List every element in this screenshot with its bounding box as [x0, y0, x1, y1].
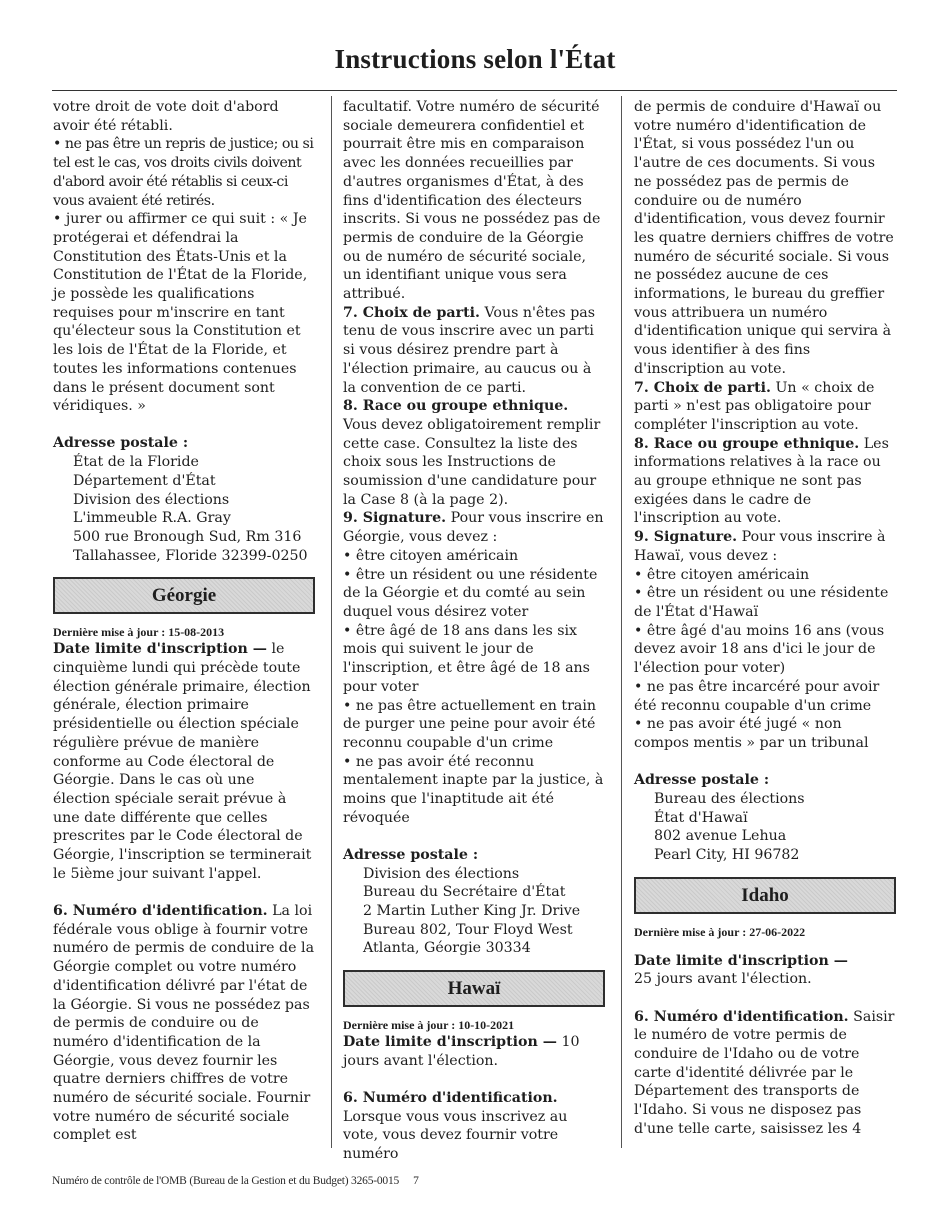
- georgia-signature: [343, 509, 605, 546]
- idaho-deadline-label: Date limite d'inscription —: [634, 952, 848, 969]
- idaho-last-updated: Dernière mise à jour : 27-06-2022: [634, 924, 806, 939]
- state-header-georgia: Géorgie: [53, 577, 315, 614]
- footer: [52, 1175, 419, 1187]
- hawaii-last-updated: Dernière mise à jour : 10-10-2021: [343, 1018, 515, 1033]
- florida-mail-label: Adresse postale :: [53, 435, 189, 452]
- idaho-id-number: [634, 1008, 896, 1139]
- race-text: Les informations relatives à la race ou au groupe ethnique ne sont pas exigées dans le cadre de l'inscription au vote.: [634, 435, 889, 527]
- idaho-deadline-text: 25 jours avant l'élection.: [634, 971, 812, 988]
- hawaii-id-label: 6. Numéro d'identification.: [343, 1090, 558, 1107]
- georgia-id-number: [53, 902, 315, 1145]
- address-line: Bureau du Secrétaire d'État: [363, 884, 566, 901]
- party-label: 7. Choix de parti.: [343, 304, 480, 321]
- page-number: 7: [413, 1175, 419, 1187]
- florida-oath-requirement: • jurer ou affirmer ce qui suit : « Je protégerai et défendrai la Constitution des États-Unis et la Constitution de l'État de la Floride, je possède les qualifications requises pour m'inscrire en tant qu'électeur sous la Constitution et les lois de l'État de la Floride, et toutes les informations contenues dans le présent document sont véridiques. »: [53, 211, 308, 415]
- address-line: Département d'État: [73, 472, 216, 489]
- state-header-hawaii: Hawaï: [343, 970, 605, 1007]
- requirement-item: • être un résident ou une résidente de l'État d'Hawaï: [634, 585, 889, 620]
- id-label: 6. Numéro d'identification.: [634, 1008, 849, 1025]
- georgia-mail-label: Adresse postale :: [343, 846, 479, 863]
- requirement-item: • ne pas avoir été jugé « non compos mentis » par un tribunal: [634, 716, 869, 751]
- hawaii-deadline: [343, 1033, 605, 1070]
- florida-restore-text: votre droit de vote doit d'abord avoir été rétabli.: [53, 99, 279, 134]
- georgia-address: [343, 865, 605, 959]
- address-line: 500 rue Bronough Sud, Rm 316: [73, 528, 302, 545]
- party-label: 7. Choix de parti.: [634, 379, 771, 396]
- address-line: Pearl City, HI 96782: [654, 846, 800, 863]
- title-rule: [52, 90, 897, 91]
- requirement-item: • ne pas avoir été reconnu mentalement inapte par la justice, à moins que l'inaptitude ait été révoquée: [343, 753, 604, 826]
- deadline-label: Date limite d'inscription —: [343, 1034, 557, 1051]
- party-text: Vous n'êtes pas tenu de vous inscrire avec un parti si vous désirez prendre part à l'élection primaire, au caucus ou à la convention de ce parti.: [343, 304, 596, 396]
- requirement-item: • être âgé d'au moins 16 ans (vous devez avoir 18 ans d'ici le jour de l'élection pour voter): [634, 622, 885, 677]
- address-line: Division des élections: [73, 491, 230, 508]
- page-title: Instructions selon l'État: [334, 44, 616, 74]
- column-1: [53, 98, 315, 1145]
- column-divider-2: [621, 96, 622, 1148]
- deadline-text: le cinquième lundi qui précède toute élection générale primaire, élection générale, élection primaire présidentielle ou élection spéciale régulière prévue de manière conforme au Code électoral de Géorgie. Dans le cas où une élection spéciale serait prévue à une date différente que celles prescrites par le Code électoral de Géorgie, l'inscription se terminerait le 5ième jour suivant l'appel.: [53, 641, 312, 882]
- column-divider-1: [331, 96, 332, 1148]
- requirement-item: • être citoyen américain: [634, 566, 810, 583]
- florida-address: [53, 453, 315, 565]
- requirement-item: • être âgé de 18 ans dans les six mois qui suivent le jour de l'inscription, et être âgé de 18 ans pour voter: [343, 622, 590, 695]
- requirement-item: • ne pas être incarcéré pour avoir été reconnu coupable d'un crime: [634, 678, 880, 714]
- georgia-ssn-text: facultatif. Votre numéro de sécurité sociale demeurera confidentiel et pourrait être mis en comparaison avec les données recueillies par d'autres organismes d'État, à des fins d'identification des électeurs inscrits. Si vous ne possédez pas de permis de conduire de la Géorgie ou de numéro de sécurité sociale, un identifiant unique vous sera attribué.: [343, 99, 601, 303]
- signature-label: 9. Signature.: [634, 529, 738, 546]
- hawaii-race: [634, 435, 896, 529]
- requirement-item: • être un résident ou une résidente de la Géorgie et du comté au sein duquel vous désirez voter: [343, 566, 598, 620]
- address-line: 802 avenue Lehua: [654, 828, 787, 845]
- address-line: L'immeuble R.A. Gray: [73, 510, 231, 527]
- hawaii-id-text: Lorsque vous vous inscrivez au vote, vous devez fournir votre numéro: [343, 1108, 568, 1163]
- party-text: Un « choix de parti » n'est pas obligatoire pour compléter l'inscription au vote.: [634, 379, 875, 433]
- address-line: État d'Hawaï: [654, 809, 748, 826]
- column-3: [634, 98, 896, 1138]
- address-line: Atlanta, Géorgie 30334: [363, 940, 531, 957]
- hawaii-signature: [634, 528, 896, 565]
- race-label: 8. Race ou groupe ethnique.: [634, 435, 860, 452]
- requirement-item: • être citoyen américain: [343, 547, 519, 564]
- hawaii-id-continued: de permis de conduire d'Hawaï ou votre numéro d'identification de l'État, si vous possédez l'un ou l'autre de ces documents. Si vous ne possédez pas de permis de conduire ou de numéro d'identification, vous devez fournir les quatre derniers chiffres de votre numéro de sécurité sociale. Si vous ne possédez aucune de ces informations, le bureau du greffier vous attribuera un numéro d'identification unique qui servira à vous identifier à des fins d'inscription au vote.: [634, 99, 894, 377]
- georgia-race: [343, 397, 605, 509]
- signature-text: Pour vous inscrire en Géorgie, vous devez :: [343, 510, 604, 546]
- address-line: Division des élections: [363, 865, 520, 882]
- georgia-deadline: [53, 640, 315, 883]
- omb-control-number: Numéro de contrôle de l'OMB (Bureau de la Gestion et du Budget) 3265-0015: [52, 1175, 400, 1187]
- deadline-label: Date limite d'inscription —: [53, 641, 267, 658]
- florida-justice-requirement: • ne pas être un repris de justice; ou si tel est le cas, vos droits civils doivent d'abord avoir été rétablis si ceux-ci vous avaient été retirés.: [53, 136, 314, 209]
- requirement-item: • ne pas être actuellement en train de purger une peine pour avoir été reconnu coupable d'un crime: [343, 697, 597, 751]
- georgia-party: [343, 304, 605, 398]
- race-label: 8. Race ou groupe ethnique.: [343, 398, 569, 415]
- deadline-text: 10 jours avant l'élection.: [343, 1034, 580, 1069]
- signature-text: Pour vous inscrire à Hawaï, vous devez :: [634, 529, 886, 564]
- hawaii-party: [634, 379, 896, 435]
- address-line: Bureau 802, Tour Floyd West: [363, 921, 573, 938]
- hawaii-mail-label: Adresse postale :: [634, 772, 770, 789]
- state-header-idaho: Idaho: [634, 877, 896, 914]
- id-text: Saisir le numéro de votre permis de conduire de l'Idaho ou de votre carte d'identité délivrée par le Département des transports de l'Idaho. Si vous ne disposez pas d'une telle carte, saisissez les 4: [634, 1008, 895, 1137]
- race-text: Vous devez obligatoirement remplir cette case. Consultez la liste des choix sous les Instructions de soumission d'une candidature pour la Case 8 (à la page 2).: [343, 416, 601, 508]
- id-label: 6. Numéro d'identification.: [53, 903, 268, 920]
- address-line: Tallahassee, Floride 32399-0250: [73, 547, 308, 564]
- address-line: Bureau des élections: [654, 790, 805, 807]
- column-2: [343, 98, 605, 1164]
- address-line: 2 Martin Luther King Jr. Drive: [363, 903, 581, 920]
- hawaii-address: [634, 790, 896, 865]
- signature-label: 9. Signature.: [343, 510, 447, 527]
- id-text: La loi fédérale vous oblige à fournir votre numéro de permis de conduire de la Géorgie complet ou votre numéro d'identification délivré par l'état de la Géorgie. Si vous ne possédez pas de permis de conduire ou de numéro d'identification de la Géorgie, vous devez fournir les quatre derniers chiffres de votre numéro de sécurité sociale. Fournir votre numéro de sécurité sociale complet est: [53, 903, 315, 1144]
- georgia-last-updated: Dernière mise à jour : 15-08-2013: [53, 625, 225, 640]
- address-line: État de la Floride: [73, 454, 199, 471]
